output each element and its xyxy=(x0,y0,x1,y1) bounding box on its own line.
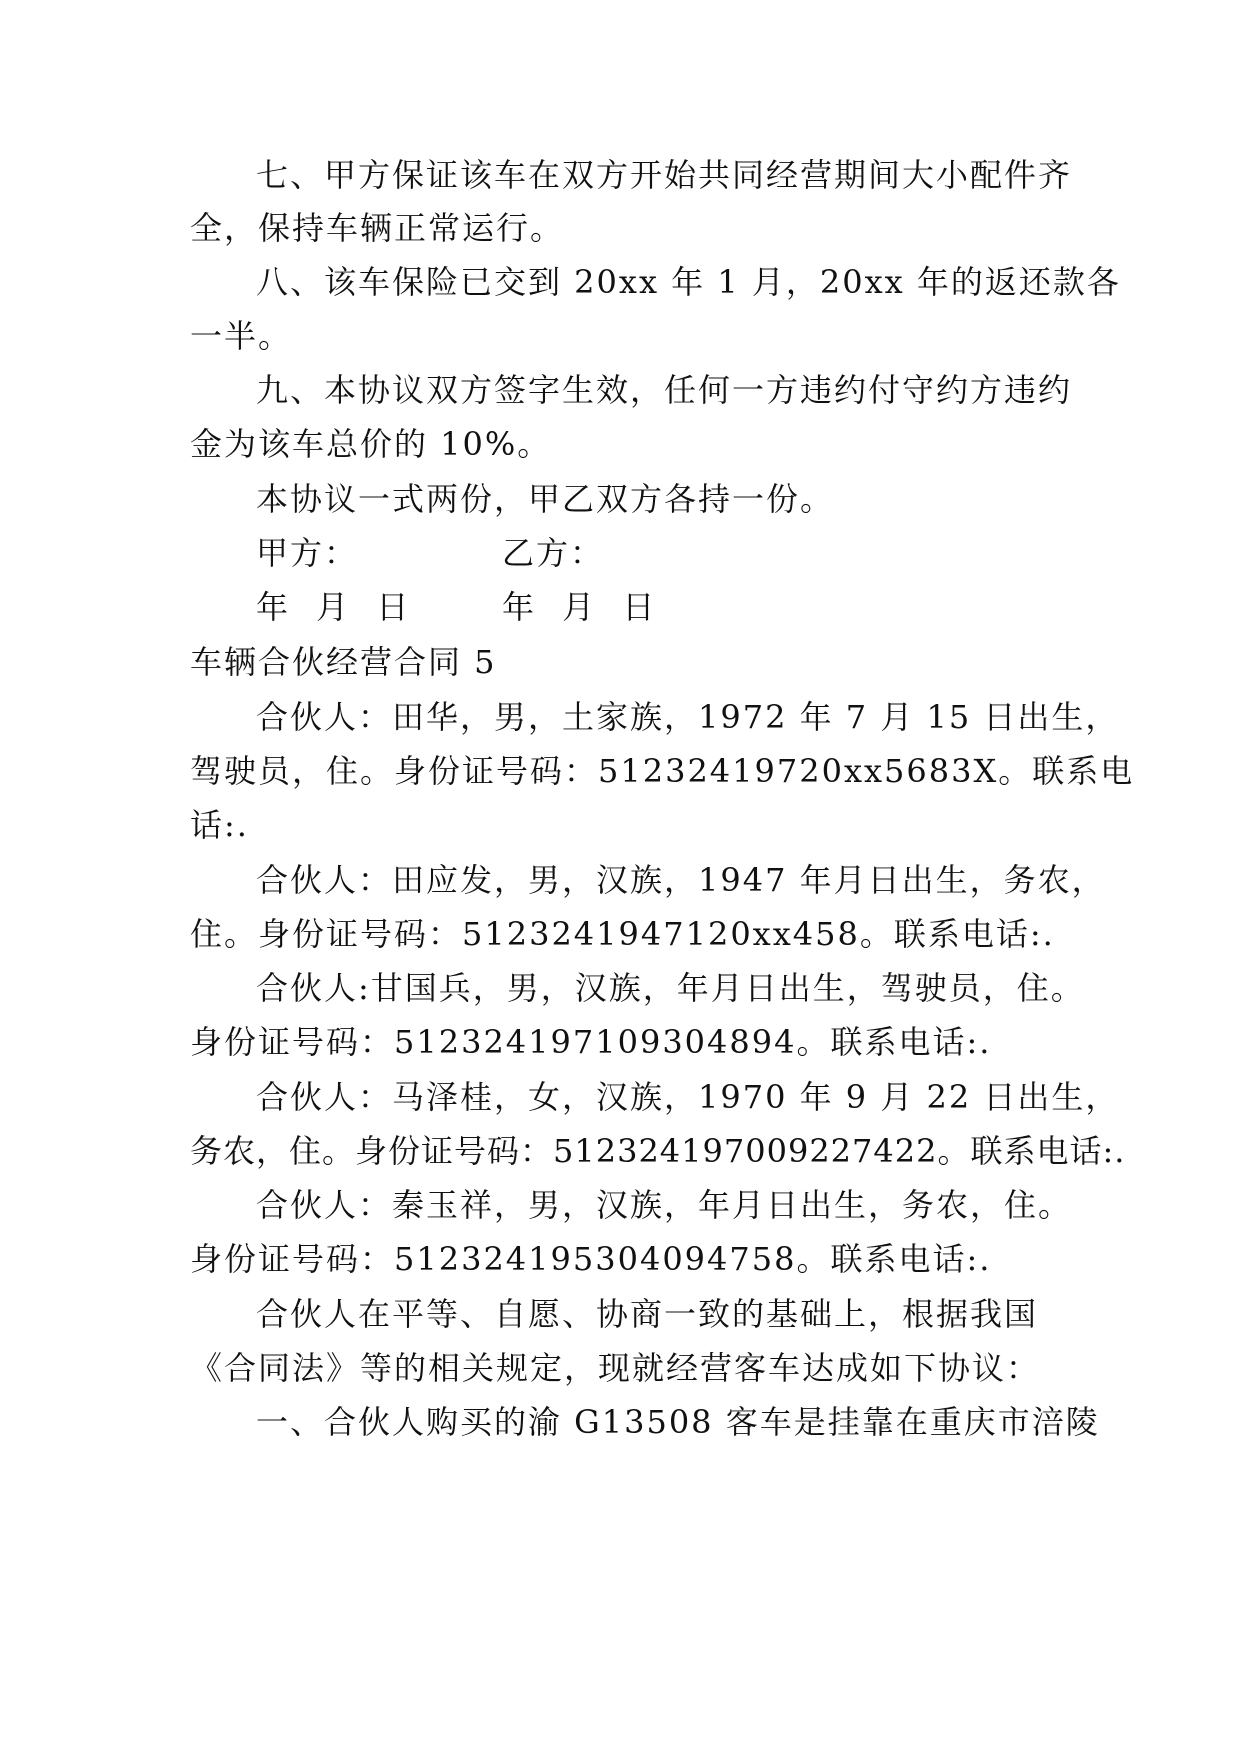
text-line: 合伙人：田华，男，土家族，1972 年 7 月 15 日出生， xyxy=(256,698,1120,736)
text-line: 八、该车保险已交到 20xx 年 1 月，20xx 年的返还款各 xyxy=(256,263,1121,301)
text-line: 住。身份证号码：5123241947120xx458。联系电话:. xyxy=(190,915,1055,953)
signature-date-b: 年 月 日 xyxy=(502,588,657,626)
text-line: 合伙人在平等、自愿、协商一致的基础上，根据我国 xyxy=(256,1295,1039,1333)
signature-party-b: 乙方： xyxy=(502,534,605,572)
text-line: 身份证号码：512324195304094758。联系电话:. xyxy=(190,1240,992,1278)
text-line: 金为该车总价的 10%。 xyxy=(190,425,552,463)
signature-date-a: 年 月 日 xyxy=(256,588,411,626)
text-line: 务农，住。身份证号码：512324197009227422。联系电话:. xyxy=(190,1132,1126,1170)
text-line: 话:. xyxy=(190,806,249,844)
text-line: 驾驶员，住。身份证号码：51232419720xx5683X。联系电 xyxy=(190,752,1135,790)
text-line: 一、合伙人购买的渝 G13508 客车是挂靠在重庆市涪陵 xyxy=(256,1403,1100,1441)
text-line: 《合同法》等的相关规定，现就经营客车达成如下协议： xyxy=(190,1349,1041,1387)
text-line: 身份证号码：512324197109304894。联系电话:. xyxy=(190,1023,992,1061)
text-line: 合伙人:甘国兵，男，汉族，年月日出生，驾驶员，住。 xyxy=(256,969,1085,1007)
text-line: 合伙人：秦玉祥，男，汉族，年月日出生，务农，住。 xyxy=(256,1186,1073,1224)
text-line: 合伙人：马泽桂，女，汉族，1970 年 9 月 22 日出生， xyxy=(256,1078,1120,1116)
text-line: 九、本协议双方签字生效，任何一方违约付守约方违约 xyxy=(256,371,1073,409)
text-line: 全，保持车辆正常运行。 xyxy=(190,209,565,247)
text-line: 一半。 xyxy=(190,317,293,355)
contract-title: 车辆合伙经营合同 5 xyxy=(190,643,497,681)
text-line: 七、甲方保证该车在双方开始共同经营期间大小配件齐 xyxy=(256,156,1073,194)
signature-party-a: 甲方： xyxy=(256,534,359,572)
text-line: 本协议一式两份，甲乙双方各持一份。 xyxy=(256,480,835,518)
text-line: 合伙人：田应发，男，汉族，1947 年月日出生，务农， xyxy=(256,861,1106,899)
